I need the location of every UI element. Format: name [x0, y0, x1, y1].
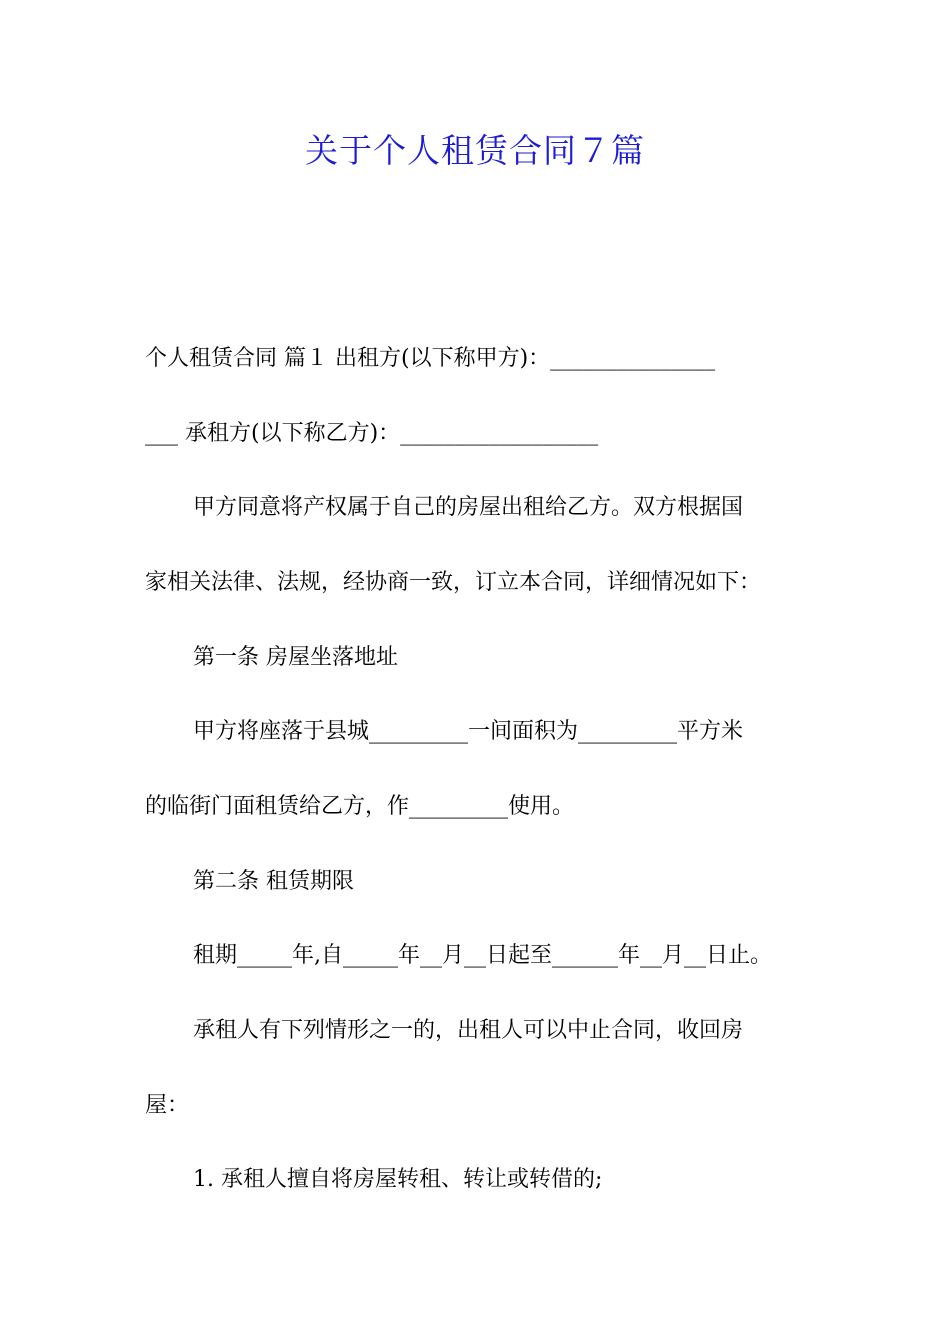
paragraph-line-6: 甲方将座落于县城_________一间面积为_________平方米	[193, 719, 744, 744]
document-title: 关于个人租赁合同７篇	[305, 131, 645, 170]
article-heading-2: 第二条 租赁期限	[193, 869, 354, 894]
paragraph-line-9: 租期_____年,自_____年__月__日起至______年__月__日止。	[193, 943, 772, 968]
paragraph-line-11: 屋：	[145, 1093, 190, 1118]
paragraph-line-1: 个人租赁合同 篇１ 出租方(以下称甲方)：_______________	[145, 346, 716, 371]
paragraph-line-2: ___ 承租方(以下称乙方)：__________________	[145, 421, 599, 446]
paragraph-line-7: 的临街门面租赁给乙方，作_________使用。	[145, 794, 575, 819]
paragraph-line-10: 承租人有下列情形之一的，出租人可以中止合同，收回房	[193, 1018, 744, 1043]
paragraph-line-4: 家相关法律、法规，经协商一致，订立本合同，详细情况如下：	[145, 570, 762, 595]
article-heading-1: 第一条 房屋坐落地址	[193, 645, 398, 670]
paragraph-line-3: 甲方同意将产权属于自己的房屋出租给乙方。双方根据国	[193, 495, 744, 520]
list-item-1: 1. 承租人擅自将房屋转租、转让或转借的;	[193, 1167, 603, 1192]
